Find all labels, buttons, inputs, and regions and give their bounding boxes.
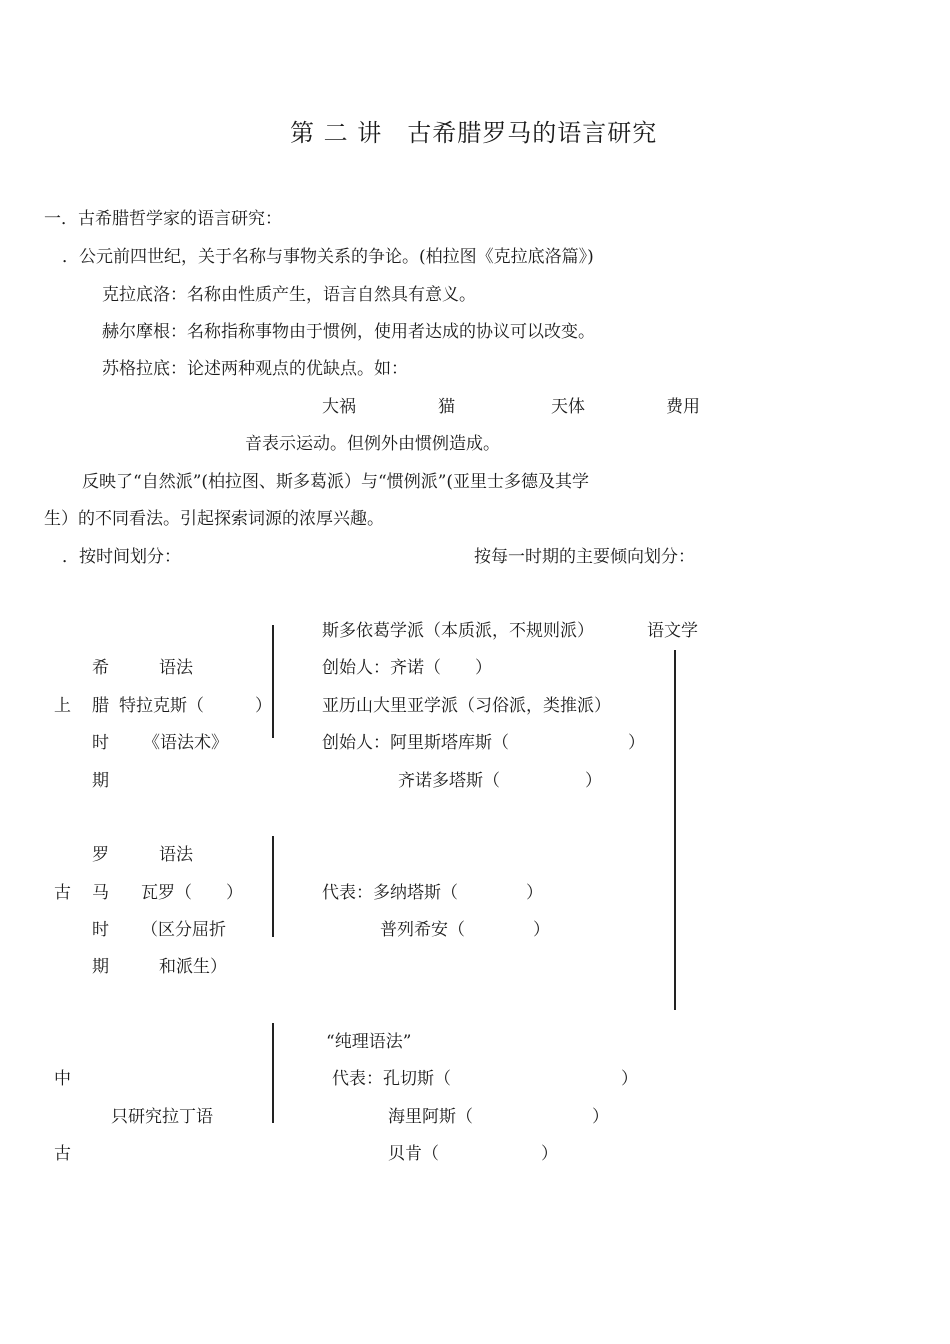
- roman-grammar: 语法: [159, 845, 193, 865]
- period-char-shang: 上: [54, 696, 71, 716]
- period-char-gu: 古: [54, 883, 71, 903]
- page-title: 第 二 讲 古希腊罗马的语言研究: [290, 119, 658, 147]
- item-2-right: 按每一时期的主要倾向划分：: [474, 547, 695, 567]
- vertical-divider: [272, 625, 274, 738]
- pure-grammar: “纯理语法”: [326, 1032, 412, 1052]
- varro-line: 瓦罗（ ）: [141, 883, 243, 903]
- alexandria-school: 亚历山大里亚学派（习俗派，类推派）: [322, 696, 611, 716]
- greek-char-la: 腊: [92, 696, 109, 716]
- philology-label: 语文学: [647, 621, 698, 641]
- zenodotus-line: 齐诺多塔斯（ ）: [398, 771, 602, 791]
- greek-grammar: 语法: [159, 658, 193, 678]
- roman-char-qi: 期: [92, 957, 109, 977]
- roman-char-ma: 马: [92, 883, 109, 903]
- greek-char-xi: 希: [92, 658, 109, 678]
- roman-char-luo: 罗: [92, 845, 109, 865]
- haili-line: 海里阿斯（ ）: [388, 1107, 609, 1127]
- section-heading: 一．古希腊哲学家的语言研究：: [44, 209, 282, 229]
- example-word: 费用: [666, 397, 700, 417]
- period-char-zhong: 中: [54, 1069, 71, 1089]
- reflect-line-2: 生）的不同看法。引起探索词源的浓厚兴趣。: [44, 509, 384, 529]
- greek-char-shi: 时: [92, 733, 109, 753]
- socrates-line: 苏格拉底：论述两种观点的优缺点。如：: [102, 359, 408, 379]
- thrax-line: 特拉克斯（ ）: [119, 696, 272, 716]
- alexandria-founder: 创始人：阿里斯塔库斯（ ）: [322, 733, 645, 753]
- vertical-divider: [272, 1023, 274, 1123]
- bede-line: 贝肯（ ）: [388, 1144, 558, 1164]
- latin-only: 只研究拉丁语: [111, 1107, 213, 1127]
- example-word: 猫: [438, 397, 455, 417]
- medieval-representative: 代表：孔切斯（ ）: [332, 1069, 638, 1089]
- donatus-line: 代表：多纳塔斯（ ）: [322, 883, 543, 903]
- item-1: ．公元前四世纪，关于名称与事物关系的争论。(柏拉图《克拉底洛篇》): [62, 247, 594, 267]
- art-of-grammar: 《语法术》: [143, 733, 228, 753]
- period-char-gu-2: 古: [54, 1144, 71, 1164]
- derivation-line: 和派生）: [159, 957, 227, 977]
- example-word: 天体: [551, 397, 585, 417]
- stoic-founder: 创始人：齐诺（ ）: [322, 658, 492, 678]
- reflect-line-1: 反映了“自然派”(柏拉图、斯多葛派）与“惯例派”(亚里士多德及其学: [82, 472, 590, 492]
- distinguish-line: （区分屈折: [141, 920, 226, 940]
- vertical-divider: [272, 836, 274, 937]
- motion-line: 音表示运动。但例外由惯例造成。: [245, 434, 500, 454]
- greek-char-qi: 期: [92, 771, 109, 791]
- vertical-divider: [674, 650, 676, 1010]
- stoic-school: 斯多依葛学派（本质派，不规则派）: [322, 621, 594, 641]
- roman-char-shi: 时: [92, 920, 109, 940]
- example-word: 大祸: [322, 397, 356, 417]
- item-2-left: ．按时间划分：: [62, 547, 181, 567]
- cratylus-line: 克拉底洛：名称由性质产生，语言自然具有意义。: [102, 285, 476, 305]
- hermogenes-line: 赫尔摩根：名称指称事物由于惯例，使用者达成的协议可以改变。: [102, 322, 595, 342]
- priscian-line: 普列希安（ ）: [380, 920, 550, 940]
